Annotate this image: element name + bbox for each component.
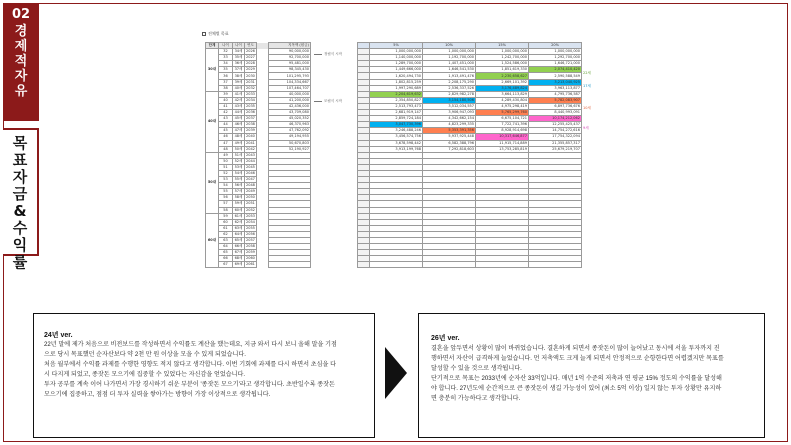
card-line: 행하면서 자산이 급격하게 늘었습니다. 먼 저축액도 크게 늘게 되면서 안정적으로 순항한다면 어렵겠지만 목표를	[431, 355, 724, 363]
table-cell: 2030	[246, 73, 255, 78]
projection-cell: 3,678,598,442	[370, 140, 423, 146]
projection-cell: 10,317,646,877	[476, 134, 529, 140]
card-line: 결혼을 앞두면서 상황이 많이 바뀌었습니다. 결혼하게 되면서 종잣돈이 많이 늘어났고 동시에 서울 투자까지 진	[431, 345, 720, 352]
table-cell: 41세	[233, 91, 245, 97]
page-title-tab	[3, 128, 39, 271]
table-cell: 49세	[233, 140, 245, 146]
projection-cell: 1,646,721,000	[529, 61, 582, 67]
table-cell: 2031	[246, 79, 255, 84]
section-char: 자	[14, 69, 28, 84]
table-cell: 43세	[233, 103, 245, 109]
title-char: 표	[12, 151, 28, 169]
projection-cell: 4,289,430,804	[476, 97, 529, 103]
table-cell: 2044	[246, 158, 255, 163]
card-line: 처음 월부에서 수익률 과제를 수행한 영향도 적지 않다고 생각합니다. 이번 기회에 과제를 다시 하면서 초심을 다	[44, 361, 336, 369]
table-cell: 41	[219, 103, 233, 109]
table-cell: 55세	[233, 177, 245, 183]
table-cell: 65세	[233, 238, 245, 244]
table-cell: 56세	[233, 183, 245, 189]
table-cell: 53	[219, 177, 233, 183]
table-cell: 59	[219, 213, 233, 219]
projection-cell: 2,230,658,627	[476, 73, 529, 79]
table-cell: 2054	[246, 219, 255, 224]
side-label: 22세	[583, 71, 591, 75]
projection-cell: 1,242,700,000	[476, 55, 529, 61]
table-cell: 69세	[233, 262, 245, 268]
card-line: 투자 공부를 계속 이어 나가면서 가장 경시하기 쉬운 부분이 '종잣돈 모으기'라고 생각합니다. 초반일수록 종잣돈	[44, 381, 335, 389]
table-cell: 38세	[233, 73, 245, 79]
column-header: 15%	[476, 43, 529, 49]
title-char: 목	[12, 134, 28, 152]
projection-cell: 1,620,494,730	[370, 73, 423, 79]
table-cell: 62세	[233, 219, 245, 225]
column-header: 연도	[245, 43, 257, 49]
table-cell: 2032	[246, 85, 255, 90]
projection-cell: 2,536,337,526	[423, 85, 476, 91]
table-cell: 2041	[246, 140, 255, 145]
amount-cell: 95,481,000	[268, 61, 310, 67]
table-cell: 40세	[233, 85, 245, 91]
table-cell: 58	[219, 207, 233, 213]
projection-cell: 3,963,113,877	[529, 85, 582, 91]
table-cell: 2033	[246, 91, 255, 96]
card-line: 22년 말에 제가 처음으로 비전보드를 작성하면서 수익률도 계산을 했는데요, 지금 와서 다시 보니 올해 말을 기점	[44, 341, 337, 348]
side-label: 10세	[583, 106, 591, 110]
projection-cell: 1,524,586,000	[476, 61, 529, 67]
checkbox-label: 전체별 목표	[208, 31, 229, 36]
table-cell: 2029	[246, 67, 255, 72]
table-cell: 58세	[233, 195, 245, 201]
column-gap	[256, 262, 268, 268]
table-cell: 63세	[233, 225, 245, 231]
projection-cell: 1,000,000,000	[370, 49, 423, 55]
table-cell: 63	[219, 238, 233, 244]
table-cell: 44	[219, 122, 233, 128]
projection-cell: 1,913,491,476	[423, 73, 476, 79]
table-cell: 46세	[233, 122, 245, 128]
table-cell: 2048	[246, 183, 255, 188]
table-cell: 37	[219, 79, 233, 85]
projection-cell: 4,975,298,419	[476, 103, 529, 109]
table-cell: 2043	[246, 152, 255, 157]
projection-cell: 2,829,982,278	[423, 91, 476, 97]
table-cell: 49	[219, 152, 233, 158]
table-cell: 59세	[233, 201, 245, 207]
card-line: 단기적으로 목표는 2033년에 순자산 33억입니다. 매년 1억 수준의 저축과 연 평균 15% 정도의 수익률을 달성해	[431, 375, 722, 383]
table-cell: 53세	[233, 164, 245, 170]
table-cell: 50	[219, 158, 233, 164]
amount-cell: 101,295,793	[268, 73, 310, 79]
title-char: &	[13, 202, 27, 220]
column-header: 나이	[219, 43, 233, 49]
projection-cell: 17,754,322,094	[529, 134, 582, 140]
table-cell: 35세	[233, 55, 245, 61]
note-text: 정립식 시작	[324, 52, 343, 56]
note-card-2026	[418, 313, 765, 438]
amount-cell: 41,200,000	[268, 97, 310, 103]
table-cell: 32	[219, 49, 233, 55]
card-title: 26년 ver.	[431, 335, 460, 342]
table-cell: 2047	[246, 177, 255, 182]
projection-cell: 6,897,736,676	[529, 103, 582, 109]
amount-cell: 43,709,080	[268, 110, 310, 116]
projection-cell: 1,140,000,000	[370, 55, 423, 61]
amount-cell: 40,000,000	[268, 91, 310, 97]
note-start-2	[314, 99, 342, 104]
projection-cell: 5,937,925,448	[423, 134, 476, 140]
projection-cell: 1,802,815,259	[370, 79, 423, 85]
table-cell: 2037	[246, 116, 255, 121]
column-header: 10%	[423, 43, 476, 49]
table-cell: 2035	[246, 103, 255, 108]
table-cell: 2045	[246, 164, 255, 169]
table-cell: 42세	[233, 97, 245, 103]
card-line: 모으기에 집중하고, 점점 더 투자 실력을 쌓아가는 방향이 가장 이상적으로 생각됩니다.	[44, 391, 271, 399]
column-header: 단계	[206, 43, 219, 49]
card-line: 으로 당시 목표했던 순자산보다 약 2천 만 원 이상을 모을 수 있게 되었습니다.	[44, 351, 246, 359]
projection-cell: 2,669,101,392	[476, 79, 529, 85]
table-cell: 2055	[246, 225, 255, 230]
table-cell: 67세	[233, 250, 245, 256]
card-body	[44, 340, 369, 401]
side-label: 9세	[583, 126, 589, 130]
table-cell: 34세	[233, 49, 245, 55]
title-char: 률	[12, 253, 28, 271]
amount-cell: 90,000,000	[268, 49, 310, 55]
table-cell: 36	[219, 73, 233, 79]
amount-cell: 92,700,000	[268, 55, 310, 61]
table-cell: 45세	[233, 116, 245, 122]
table-cell: 34	[219, 61, 233, 67]
projection-cell: 5,782,083,907	[529, 97, 582, 103]
table-cell: 64	[219, 244, 233, 250]
table-cell: 2050	[246, 195, 255, 200]
projection-cell: 1,449,666,000	[370, 67, 423, 73]
projection-cell: 3,913,199,768	[370, 146, 423, 152]
amount-cell: 47,762,092	[268, 128, 310, 134]
table-cell: 2059	[246, 250, 255, 255]
table-cell: 2061	[246, 262, 255, 267]
table-cell: 2026	[246, 49, 255, 54]
section-number: 02	[11, 7, 31, 22]
projection-cell: 10,174,212,062	[529, 116, 582, 122]
amount-cell: 42,436,000	[268, 103, 310, 109]
table-cell: 55	[219, 189, 233, 195]
table-cell: 35	[219, 67, 233, 73]
table-cell: 2040	[246, 134, 255, 139]
column-header: 20%	[529, 43, 582, 49]
title-char: 자	[12, 168, 28, 186]
title-char: 익	[12, 236, 28, 254]
amount-cell: 50,670,803	[268, 140, 310, 146]
amount-cell: 45,020,352	[268, 116, 310, 122]
stage-label: 50대	[206, 152, 219, 213]
projection-cell: 3,456,574,756	[370, 134, 423, 140]
projection-cell: 1,192,700,000	[423, 55, 476, 61]
table-cell: 68세	[233, 256, 245, 262]
note-text: 모립식 시작	[324, 99, 343, 103]
section-char: 유	[14, 84, 28, 99]
projection-cell: 2,513,793,473	[370, 103, 423, 109]
projection-cell: 1,407,451,000	[423, 61, 476, 67]
table-cell: 2057	[246, 238, 255, 243]
projection-cell: 2,354,850,827	[370, 97, 423, 103]
projection-cell: 11,915,714,889	[476, 140, 529, 146]
table-cell: 2051	[246, 201, 255, 206]
note-start-1	[314, 52, 342, 57]
table-cell: 54	[219, 183, 233, 189]
table-cell: 38	[219, 85, 233, 91]
table-cell: 46	[219, 134, 233, 140]
table-cell: 61	[219, 225, 233, 231]
projection-cell: 3,906,947,093	[423, 110, 476, 116]
projection-cell: 7,292,818,603	[423, 146, 476, 152]
card-line: 달성할 수 있을 것으로 생각됩니다.	[431, 365, 522, 373]
table-cell: 66	[219, 256, 233, 262]
table-cell: 44세	[233, 110, 245, 116]
savings-plan-table	[205, 42, 311, 268]
table-cell: 54세	[233, 170, 245, 176]
amount-cell: 46,370,963	[268, 122, 310, 128]
table-cell: 45	[219, 128, 233, 134]
table-cell: 67	[219, 262, 233, 268]
row-marker	[358, 262, 370, 268]
projection-cell: 14,754,272,616	[529, 128, 582, 134]
table-cell: 2049	[246, 189, 255, 194]
table-cell: 48	[219, 146, 233, 152]
column-header: 지목액 (원금)	[268, 43, 310, 49]
card-line	[44, 370, 369, 380]
stage-label: 30대	[206, 49, 219, 92]
table-cell: 47세	[233, 128, 245, 134]
section-tab	[3, 3, 39, 121]
table-row	[358, 262, 582, 268]
table-cell: 51세	[233, 152, 245, 158]
amount-cell: 49,194,955	[268, 134, 310, 140]
projection-cell: 25,679,219,707	[529, 146, 582, 152]
projection-cell	[529, 262, 582, 268]
table-cell: 57세	[233, 189, 245, 195]
table-cell: 52세	[233, 158, 245, 164]
stage-label: 40대	[206, 91, 219, 152]
projection-cell: 2,859,724,184	[370, 116, 423, 122]
table-cell: 64세	[233, 231, 245, 237]
projection-cell: 3,213,040,925	[529, 79, 582, 85]
projection-cell: 1,000,000,000	[476, 49, 529, 55]
section-char: 경	[14, 24, 28, 39]
projection-cell: 1,000,000,000	[529, 49, 582, 55]
table-cell: 2046	[246, 171, 255, 176]
column-header: 나이	[233, 43, 245, 49]
table-cell: 62	[219, 231, 233, 237]
table-cell: 61세	[233, 213, 245, 219]
table-cell: 37세	[233, 67, 245, 73]
table-cell: 57	[219, 201, 233, 207]
projection-cell: 12,255,425,437	[529, 122, 582, 128]
section-char: 제	[14, 39, 28, 54]
projection-cell: 3,047,730,396	[370, 122, 423, 128]
table-cell: 56	[219, 195, 233, 201]
projection-cell: 1,997,290,689	[370, 85, 423, 91]
table-cell: 36세	[233, 61, 245, 67]
projection-cell: 5,353,391,356	[423, 128, 476, 134]
table-cell: 50세	[233, 146, 245, 152]
projection-cell: 6,582,388,796	[423, 140, 476, 146]
projection-cell: 3,154,180,506	[423, 97, 476, 103]
projection-cell: 3,246,488,246	[370, 128, 423, 134]
amount-cell: 107,464,707	[268, 85, 310, 91]
projection-cell	[476, 262, 529, 268]
table-cell: 2034	[246, 97, 255, 102]
projection-cell: 1,292,700,000	[529, 55, 582, 61]
note-card-2024	[33, 313, 375, 438]
title-char: 수	[12, 219, 28, 237]
table-cell: 48세	[233, 134, 245, 140]
table-cell: 2042	[246, 146, 255, 151]
table-cell: 47	[219, 140, 233, 146]
table-cell: 42	[219, 110, 233, 116]
table-cell: 2039	[246, 128, 255, 133]
arrow-right-icon	[385, 347, 407, 399]
table-cell: 40	[219, 97, 233, 103]
projection-cell: 4,823,299,335	[423, 122, 476, 128]
table-cell: 60세	[233, 207, 245, 213]
table-cell: 2060	[246, 256, 255, 261]
table-cell: 39세	[233, 79, 245, 85]
projection-cell: 1,646,541,530	[423, 67, 476, 73]
goal-checkbox[interactable]	[202, 31, 229, 37]
projection-cell: 2,681,919,147	[370, 110, 423, 116]
card-body	[431, 344, 761, 405]
table-cell: 52	[219, 170, 233, 176]
card-title: 24년 ver.	[44, 332, 73, 339]
projection-cell: 13,753,285,819	[476, 146, 529, 152]
table-cell: 39	[219, 91, 233, 97]
checkbox-icon[interactable]	[202, 32, 206, 36]
projection-cell: 2,074,410,420	[529, 67, 582, 73]
projection-cell: 4,342,662,154	[423, 116, 476, 122]
amount-cell	[268, 262, 310, 268]
projection-cell: 3,176,489,824	[476, 85, 529, 91]
amount-cell: 104,334,667	[268, 79, 310, 85]
card-line: 야 합니다. 27년도에 순간적으로 큰 종잣돈이 생길 가능성이 있어 (최소 5억 이상) 일지 않는 투자 상황만 유지하	[431, 385, 722, 393]
table-cell: 60	[219, 219, 233, 225]
projection-cell	[370, 262, 423, 268]
card-line-text: 시 다지게 되었고, 종잣돈 모으기에 집중할 수 있었다는 자신감을 얻었습니다.	[44, 371, 246, 379]
projection-cell: 2,204,619,632	[370, 91, 423, 97]
side-label: 17세	[583, 84, 591, 88]
projection-cell: 4,795,736,587	[529, 91, 582, 97]
card-line: 면 충분히 가능하다고 생각합니다.	[431, 395, 521, 403]
table-cell: 2028	[246, 61, 255, 66]
projection-cell: 2,590,588,549	[529, 73, 582, 79]
projection-cell: 21,355,857,317	[529, 140, 582, 146]
amount-cell: 98,345,430	[268, 67, 310, 73]
projection-cell: 8,440,993,091	[529, 110, 582, 116]
table-row	[206, 262, 311, 268]
table-cell: 33	[219, 55, 233, 61]
section-char: 적	[14, 54, 28, 69]
table-cell: 2056	[246, 231, 255, 236]
title-char: 금	[12, 185, 28, 203]
table-cell: 2053	[246, 213, 255, 218]
table-cell: 66세	[233, 244, 245, 250]
table-cell: 65	[219, 250, 233, 256]
projection-cell: 2,208,175,290	[423, 79, 476, 85]
stage-label: 60대	[206, 213, 219, 268]
projection-cell: 8,928,914,698	[476, 128, 529, 134]
table-cell: 2036	[246, 110, 255, 115]
return-projection-table	[357, 42, 582, 268]
projection-cell: 3,664,113,829	[476, 91, 529, 97]
projection-cell	[423, 262, 476, 268]
projection-cell: 3,512,034,557	[423, 103, 476, 109]
table-cell: 2058	[246, 244, 255, 249]
projection-cell: 1,289,700,000	[370, 61, 423, 67]
column-header: 5%	[370, 43, 423, 49]
projection-cell: 1,851,619,330	[476, 67, 529, 73]
table-cell: 43	[219, 116, 233, 122]
table-cell: 2027	[246, 55, 255, 60]
projection-cell: 7,722,741,396	[476, 122, 529, 128]
projection-cell: 6,675,104,721	[476, 116, 529, 122]
table-cell: 2038	[246, 122, 255, 127]
table-cell: 2052	[246, 207, 255, 212]
projection-cell: 5,765,299,760	[476, 110, 529, 116]
amount-cell: 52,190,927	[268, 146, 310, 152]
projection-cell: 1,000,000,000	[423, 49, 476, 55]
table-cell: 51	[219, 164, 233, 170]
